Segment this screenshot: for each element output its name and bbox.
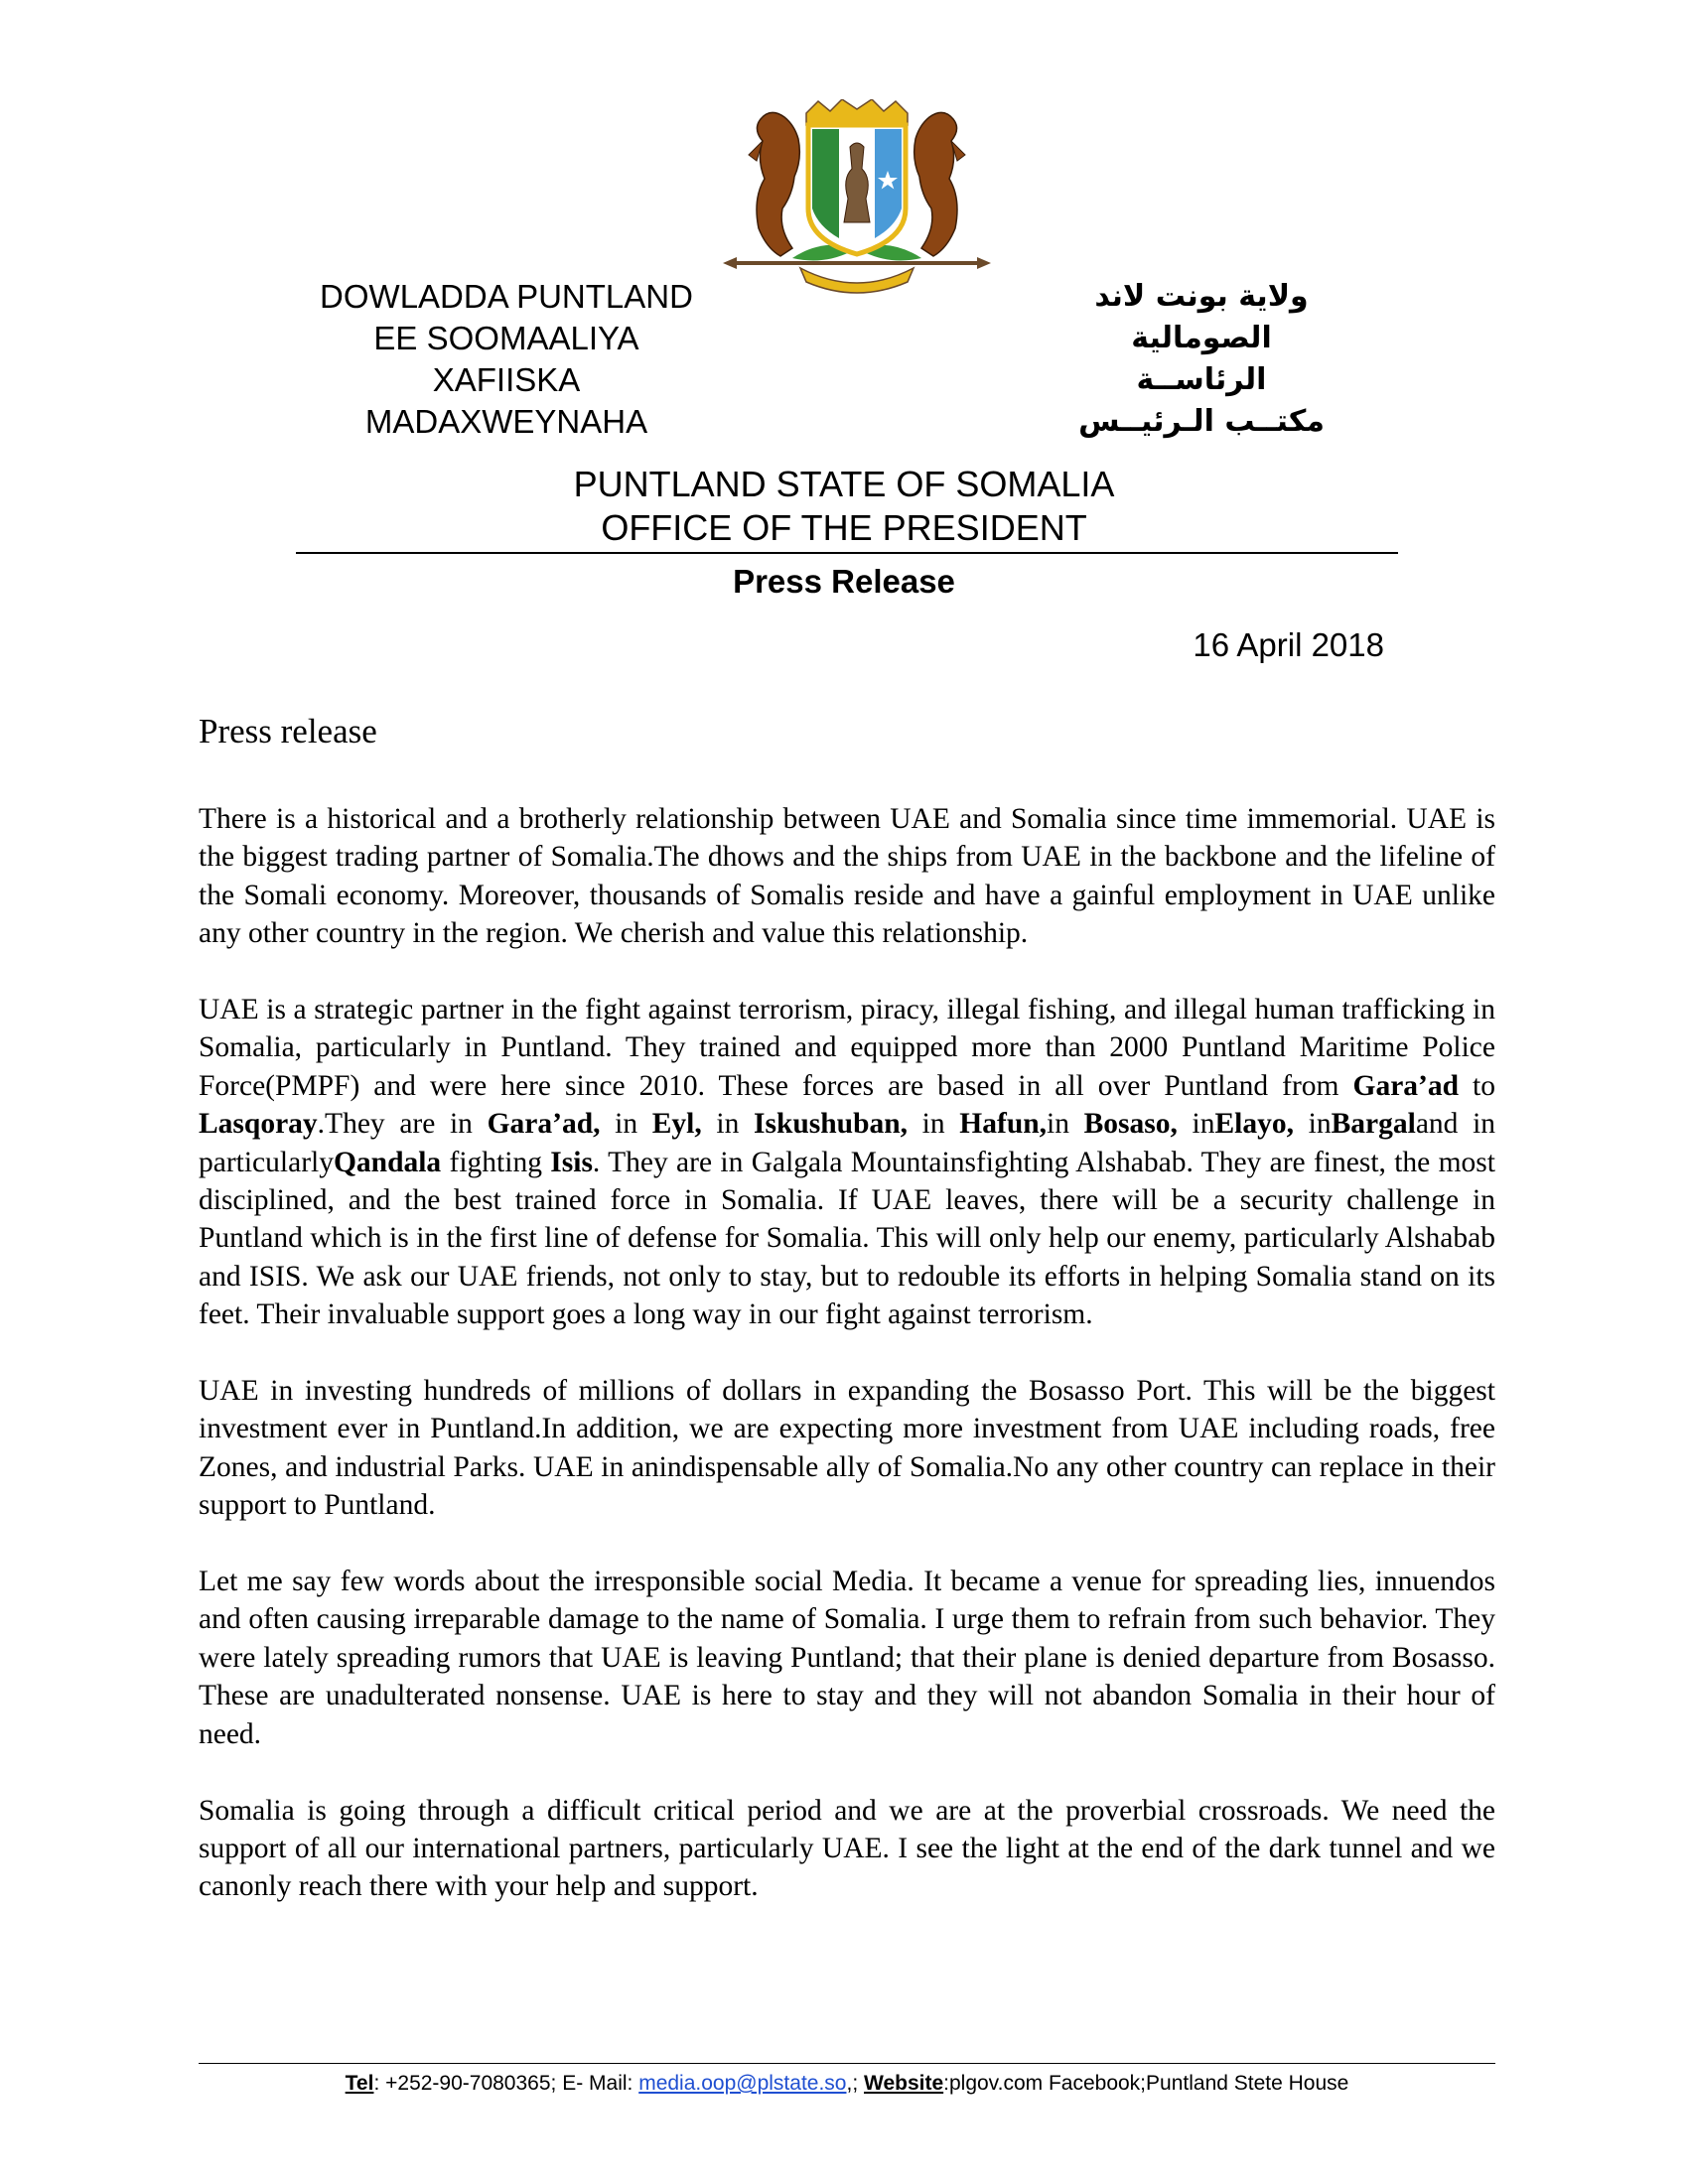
body-text — [199, 800, 1495, 1944]
text-run: UAE is a strategic partner in the fight against terrorism, piracy, illegal fishing, and illegal human trafficking in Somalia, particularly in Puntland. They trained and equipped more than 2000 Puntland Maritime Police Force(PMPF) and were here since 2010. These forces are based in all over Puntland from — [199, 994, 1495, 1102]
header-arabic-line: الرئاســة — [1136, 362, 1267, 397]
place-name: Elayo, — [1214, 1108, 1294, 1141]
header-english — [397, 463, 1291, 550]
place-name: Gara’ad, — [487, 1108, 601, 1141]
header-arabic-line: الصومالية — [1131, 321, 1272, 355]
footer-contact — [199, 2070, 1495, 2098]
place-name: Lasqoray — [199, 1108, 318, 1141]
body-heading: Press release — [199, 712, 377, 751]
place-name: Qandala — [333, 1146, 442, 1178]
place-name: Bargal — [1331, 1108, 1416, 1141]
header-arabic — [1062, 276, 1340, 443]
text-run: UAE in investing hundreds of millions of dollars in expanding the Bosasso Port. This will be the biggest investment ever in Puntland.In addition, we are expecting more investment from UAE including roads, free Zones, and industrial Parks. UAE in anindispensable ally of Somalia.No any other country can replace in their support to Puntland. — [199, 1375, 1495, 1522]
footer-divider — [199, 2063, 1495, 2064]
header-somali-line: MADAXWEYNAHA — [364, 403, 648, 440]
place-name: Bosaso, — [1083, 1108, 1178, 1141]
header-somali-line: DOWLADDA PUNTLAND — [320, 278, 693, 315]
header-english-line: OFFICE OF THE PRESIDENT — [601, 507, 1087, 548]
body-paragraph — [199, 1372, 1495, 1525]
text-run: in — [1177, 1108, 1215, 1141]
text-run: in — [908, 1108, 960, 1141]
header-arabic-line: ولاية بونت لاند — [1094, 279, 1309, 314]
place-name: Iskushuban, — [754, 1108, 909, 1141]
footer-email-link[interactable]: media.oop@plstate.so — [638, 2072, 847, 2095]
body-paragraph — [199, 991, 1495, 1334]
text-run: fighting — [441, 1146, 551, 1178]
press-release-title: Press Release — [733, 563, 955, 600]
header-english-line: PUNTLAND STATE OF SOMALIA — [573, 464, 1115, 504]
text-run: .They are in — [317, 1108, 488, 1141]
body-paragraph — [199, 800, 1495, 953]
header-somali-line: XAFIISKA — [432, 361, 581, 398]
coat-of-arms-emblem — [723, 99, 991, 294]
text-run: There is a historical and a brotherly relationship between UAE and Somalia since time immemorial. UAE is the biggest trading partner of Somalia.The dhows and the ships from UAE in the backbone and the lifeline of the Somali economy. Moreover, thousands of Somalis reside and have a gainful employment in UAE unlike any other country in the region. We cherish and value this relationship. — [199, 803, 1495, 950]
text-run: Somalia is going through a difficult critical period and we are at the proverbial crossroads. We need the support of all our international partners, particularly UAE. I see the light at the end of the dark tunnel and we canonly reach there with your help and support. — [199, 1794, 1495, 1903]
footer-separator: ,; — [846, 2072, 864, 2095]
footer-tel-label: Tel — [345, 2072, 374, 2095]
text-run: in — [1294, 1108, 1332, 1141]
text-run: and in particularly — [199, 1108, 1496, 1178]
text-run: in — [701, 1108, 755, 1141]
header-arabic-line: مكتــب الـرئيــس — [1078, 404, 1325, 439]
body-paragraph — [199, 1563, 1495, 1753]
text-run: . They are in Galgala Mountainsfighting Alshabab. They are finest, the most disciplined, and the best trained force in Somalia. If UAE leaves, there will be a security challenge in Puntland which is in the first line of defense for Somalia. This will only help our enemy, particularly Alshabab and ISIS. We ask our UAE friends, not only to stay, but to redouble its efforts in helping Somalia stand on its feet. Their invaluable support goes a long way in our fight against terrorism. — [199, 1146, 1495, 1331]
place-name: Hafun, — [959, 1108, 1048, 1141]
text-run: Let me say few words about the irresponsible social Media. It became a venue for spreading lies, innuendos and often causing irreparable damage to the name of Somalia. I urge them to refrain from such behavior. They were lately spreading rumors that UAE is leaving Puntland; that their plane is denied departure from Bosasso. These are unadulterated nonsense. UAE is here to stay and they will not abandon Somalia in their hour of need. — [199, 1566, 1495, 1750]
header-somali-line: EE SOOMAALIYA — [373, 320, 639, 356]
text-run: in — [1047, 1108, 1084, 1141]
place-name: Gara’ad — [1352, 1069, 1460, 1102]
footer-tel-value: : +252-90-7080365; E- Mail: — [373, 2072, 639, 2095]
body-paragraph — [199, 1792, 1495, 1906]
place-name: Isis — [550, 1146, 593, 1178]
text-run: to — [1459, 1069, 1495, 1102]
release-date: 16 April 2018 — [1193, 626, 1384, 663]
header-somali — [288, 276, 725, 443]
text-run: in — [600, 1108, 652, 1141]
place-name: Eyl, — [651, 1108, 702, 1141]
footer-website-value: :plgov.com Facebook;Puntland Stete House — [943, 2072, 1349, 2095]
footer-website-label: Website — [864, 2072, 944, 2095]
header-divider — [296, 552, 1398, 554]
